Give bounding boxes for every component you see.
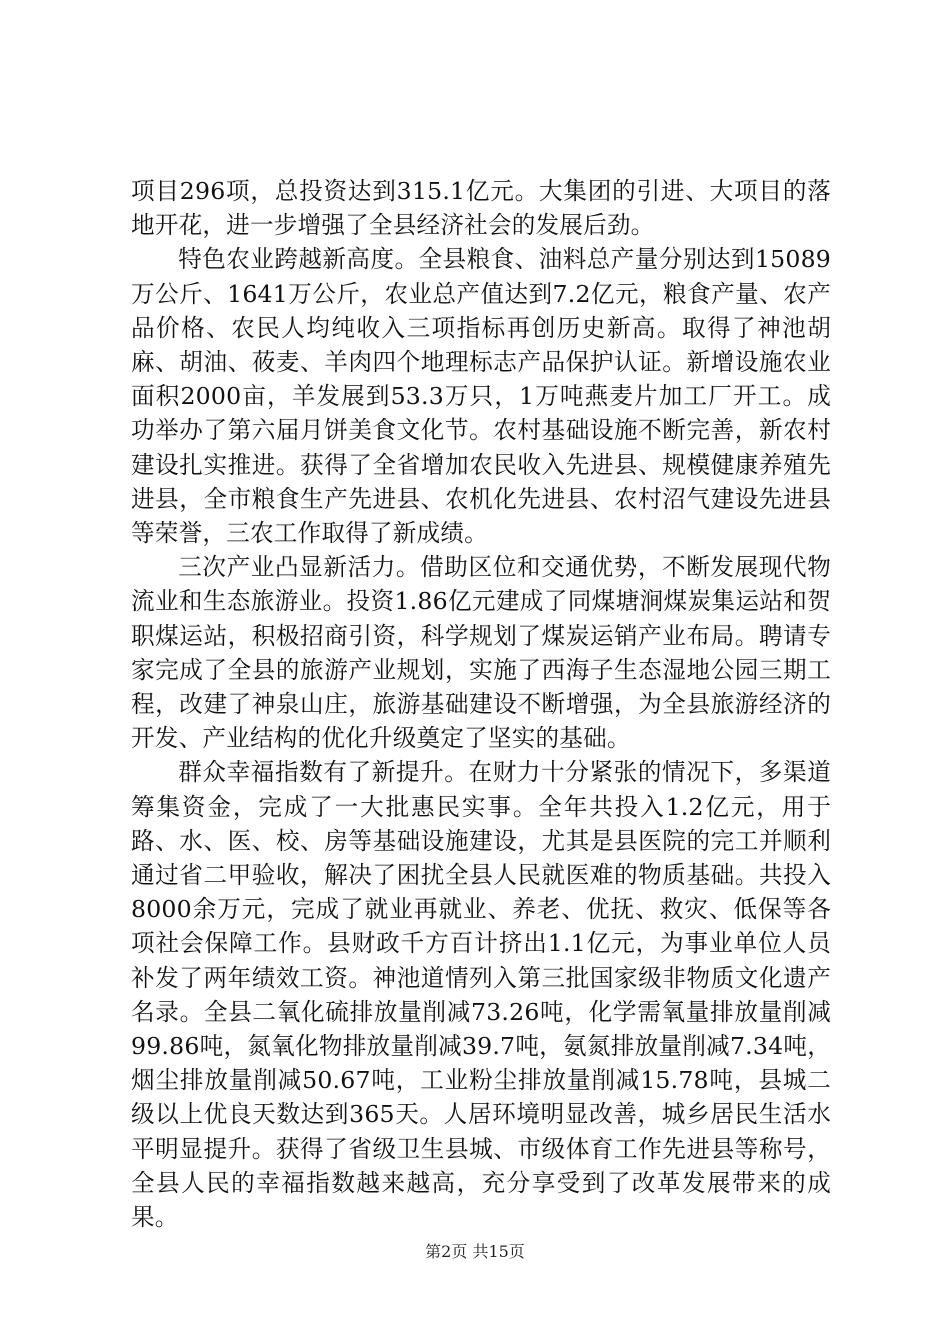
paragraph-agriculture: 特色农业跨越新高度。全县粮食、油料总产量分别达到15089万公斤、1641万公斤，农业总产值达到7.2亿元，粮食产量、农产品价格、农民人均纯收入三项指标再创历史新高。取得了神池胡麻、胡油、莜麦、羊肉四个地理标志产品保护认证。新增设施农业面积2000亩，羊发展到53.3万只，1万吨燕麦片加工厂开工。成功举办了第六届月饼美食文化节。农村基础设施不断完善，新农村建设扎实推进。获得了全省增加农民收入先进县、规模健康养殖先进县，全市粮食生产先进县、农机化先进县、农村沼气建设先进县等荣誉，三农工作取得了新成绩。 <box>131 245 831 548</box>
page-number-footer: 第2页 共15页 <box>425 1242 525 1261</box>
paragraph-wellbeing: 群众幸福指数有了新提升。在财力十分紧张的情况下，多渠道筹集资金，完成了一大批惠民实事。全年共投入1.2亿元，用于路、水、医、校、房等基础设施建设，尤其是县医院的完工并顺利通过省二甲验收，解决了困扰全县人民就医难的物质基础。共投入8000余万元，完成了就业再就业、养老、优抚、救灾、低保等各项社会保障工作。县财政千方百计挤出1.1亿元，为事业单位人员补发了两年绩效工资。神池道情列入第三批国家级非物质文化遗产名录。全县二氧化硫排放量削减73.26吨，化学需氧量排放量削减99.86吨，氮氧化物排放量削减39.7吨，氨氮排放量削减7.34吨，烟尘排放量削减50.67吨，工业粉尘排放量削减15.78吨，县城二级以上优良天数达到365天。人居环境明显改善，城乡居民生活水平明显提升。获得了省级卫生县城、市级体育工作先进县等称号，全县人民的幸福指数越来越高，充分享受到了改革发展带来的成果。 <box>131 758 831 1232</box>
document-body <box>131 174 831 1234</box>
paragraph-tertiary-industry: 三次产业凸显新活力。借助区位和交通优势，不断发展现代物流业和生态旅游业。投资1.86亿元建成了同煤塘涧煤炭集运站和贺职煤运站，积极招商引资，科学规划了煤炭运销产业布局。聘请专家完成了全县的旅游产业规划，实施了西海子生态湿地公园三期工程，改建了神泉山庄，旅游基础建设不断增强，为全县旅游经济的开发、产业结构的优化升级奠定了坚实的基础。 <box>131 553 831 753</box>
paragraph-investment-projects: 项目296项，总投资达到315.1亿元。大集团的引进、大项目的落地开花，进一步增强了全县经济社会的发展后劲。 <box>131 177 831 240</box>
